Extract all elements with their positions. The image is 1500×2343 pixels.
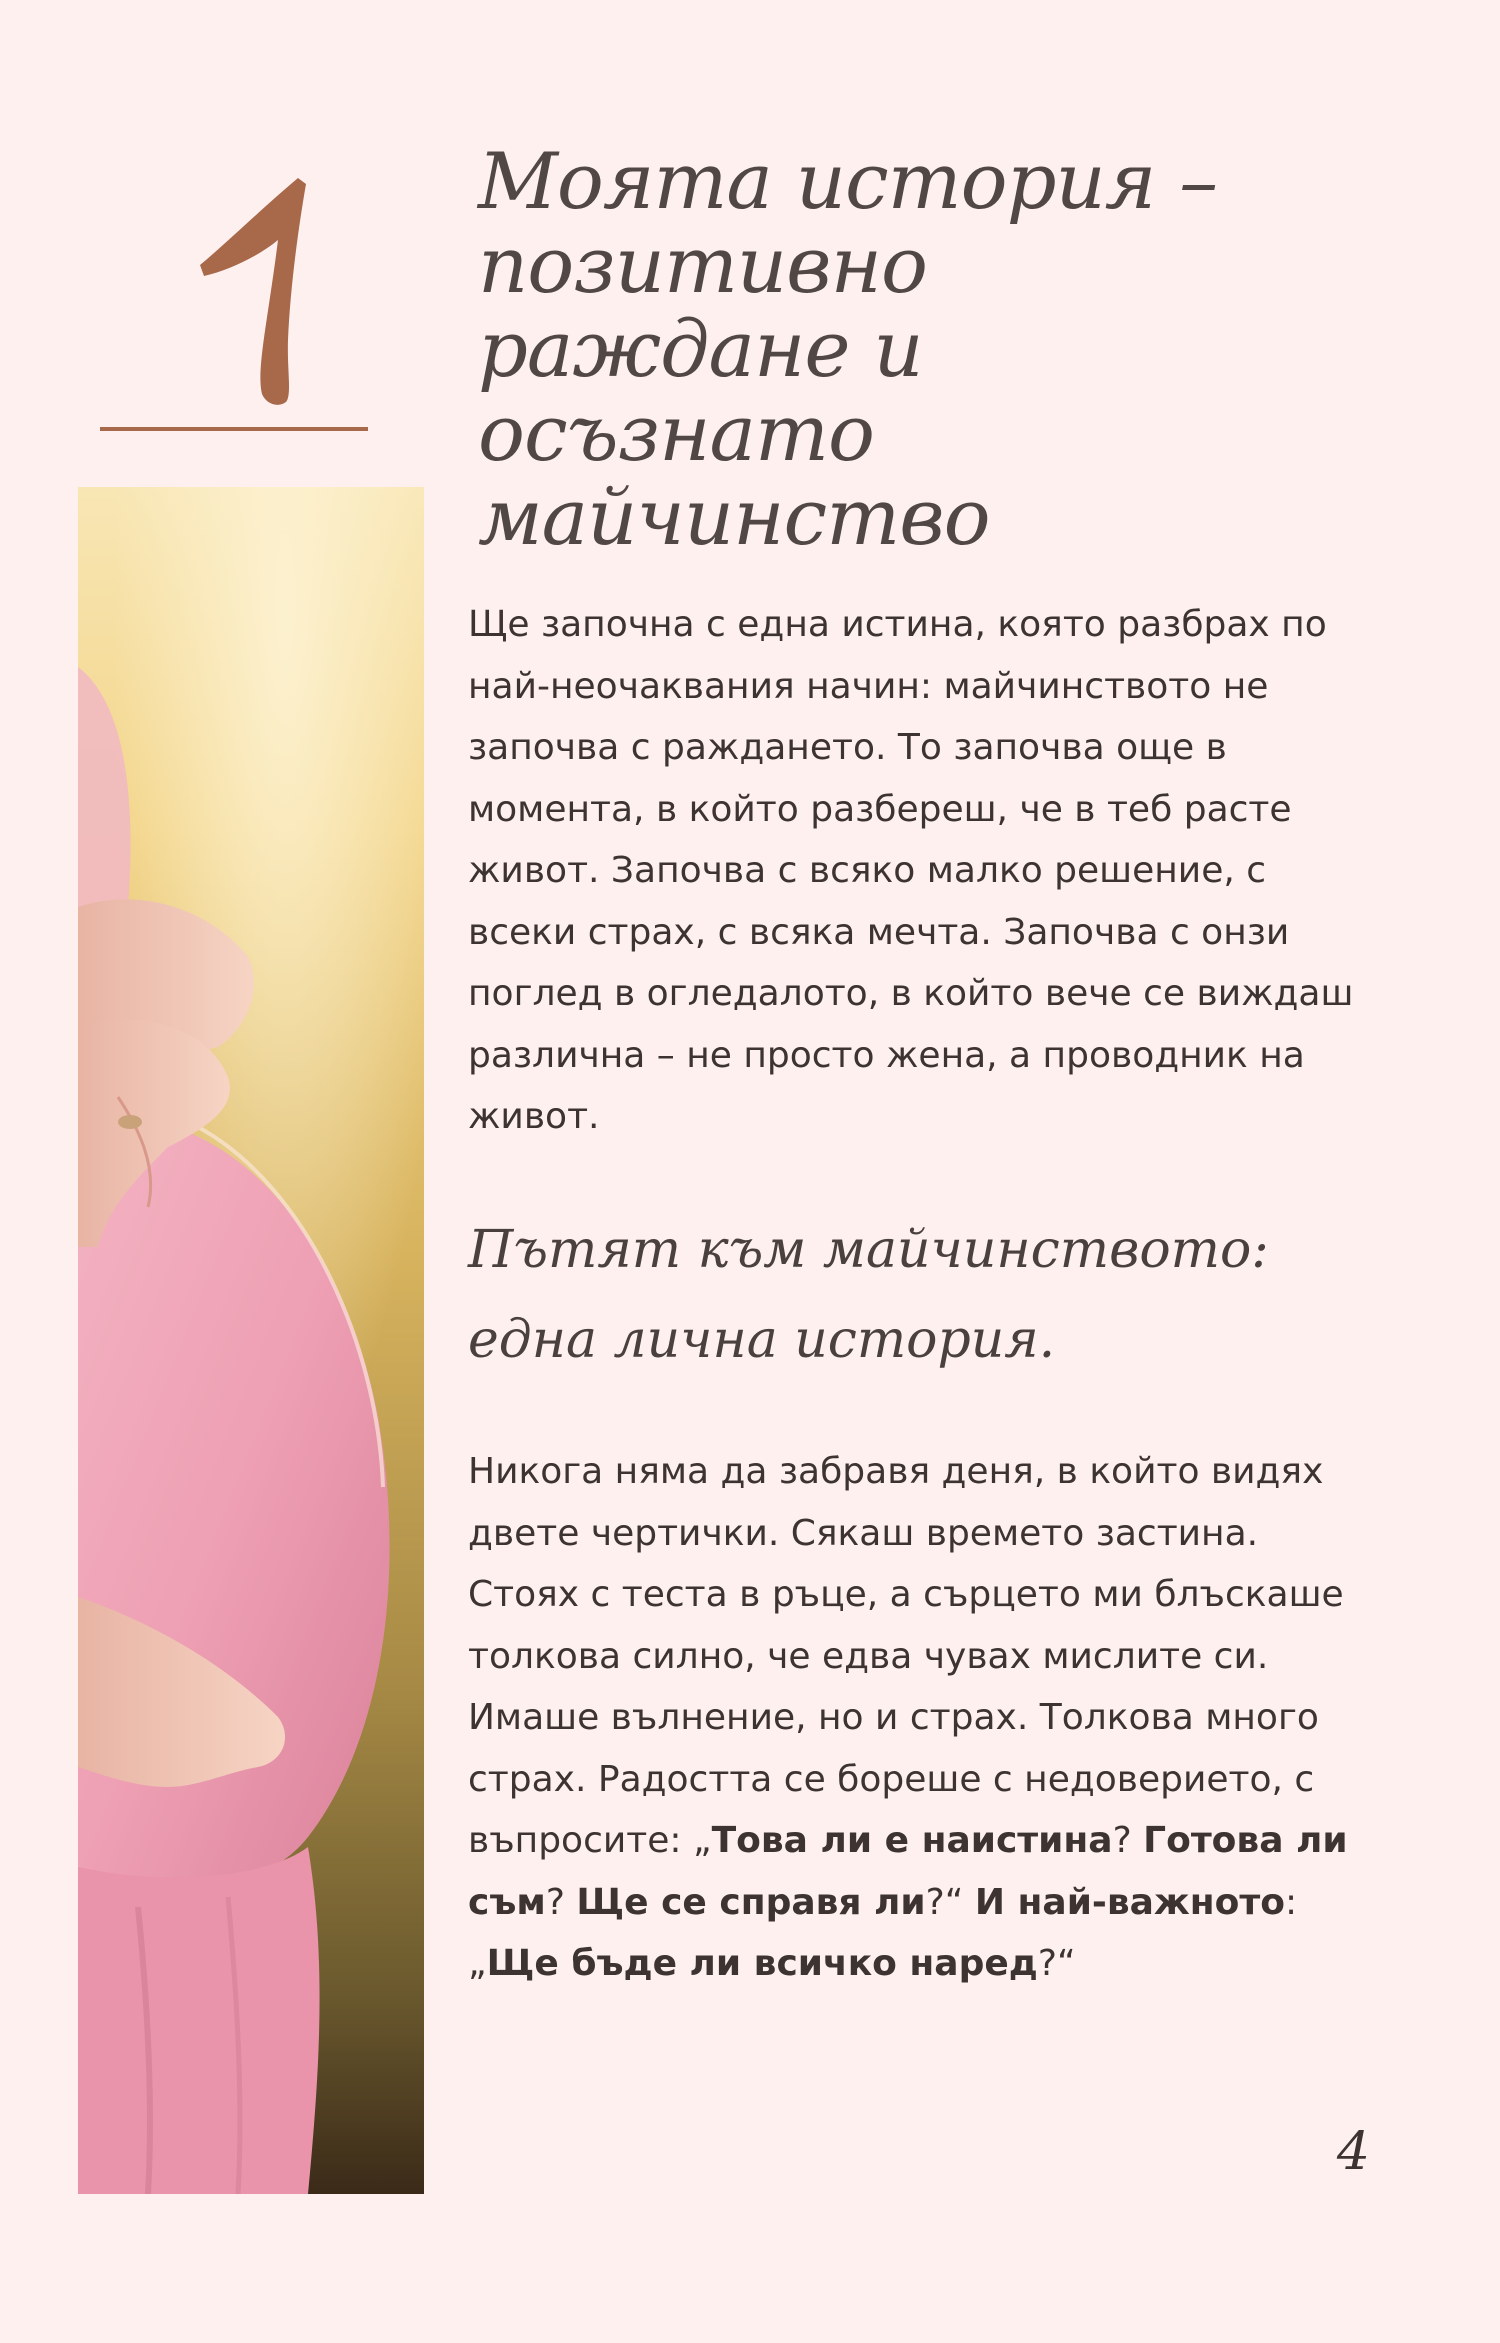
- question-1: Това ли е наистина: [711, 1820, 1113, 1861]
- question-3: Ще се справя ли: [576, 1881, 926, 1923]
- question-sep-1: ?: [1112, 1820, 1144, 1861]
- question-sep-4: : „: [468, 1881, 1298, 1984]
- question-5: Ще бъде ли всичко наред: [486, 1943, 1038, 1984]
- question-sep-2: ?: [545, 1881, 577, 1923]
- section-heading: Пътят към майчинството: една лична история.: [468, 1220, 1269, 1370]
- question-2: Готова ли съм: [468, 1820, 1348, 1923]
- intro-paragraph: Ще започна с една истина, която разбрах по най-неочаквания начин: майчинството не започва с раждането. То започва още в момента, в който разбереш, че в теб расте живот. Започва с всяко малко решение, с всеки страх, с всяка мечта. Започва с онзи поглед в огледалото, в който вече се виждаш различна – не просто жена, а проводник на живот.: [468, 604, 1354, 1137]
- chapter-number: [190, 170, 320, 410]
- story-text: Никога няма да забравя деня, в който видях двете чертички. Сякаш времето застина. Стоях с теста в ръце, а сърцето ми блъскаше толкова силно, че едва чувах мислите си. Имаше вълнение, но и страх. Толкова много страх. Радостта се бореше с недоверието, с въпросите: „: [468, 1451, 1344, 1861]
- question-4: И най-важното: [974, 1881, 1285, 1923]
- chapter-number-glyph: [190, 170, 320, 410]
- question-sep-3: ?“: [925, 1881, 975, 1923]
- page-number: 4: [1336, 2122, 1370, 2182]
- question-end: ?“: [1037, 1943, 1076, 1984]
- chapter-title: Моята история – позитивно раждане и осъзнато майчинство: [478, 137, 1218, 563]
- story-paragraph: [468, 1441, 1368, 1995]
- pregnant-belly-photo: [78, 487, 424, 2194]
- chapter-underline: [100, 427, 368, 431]
